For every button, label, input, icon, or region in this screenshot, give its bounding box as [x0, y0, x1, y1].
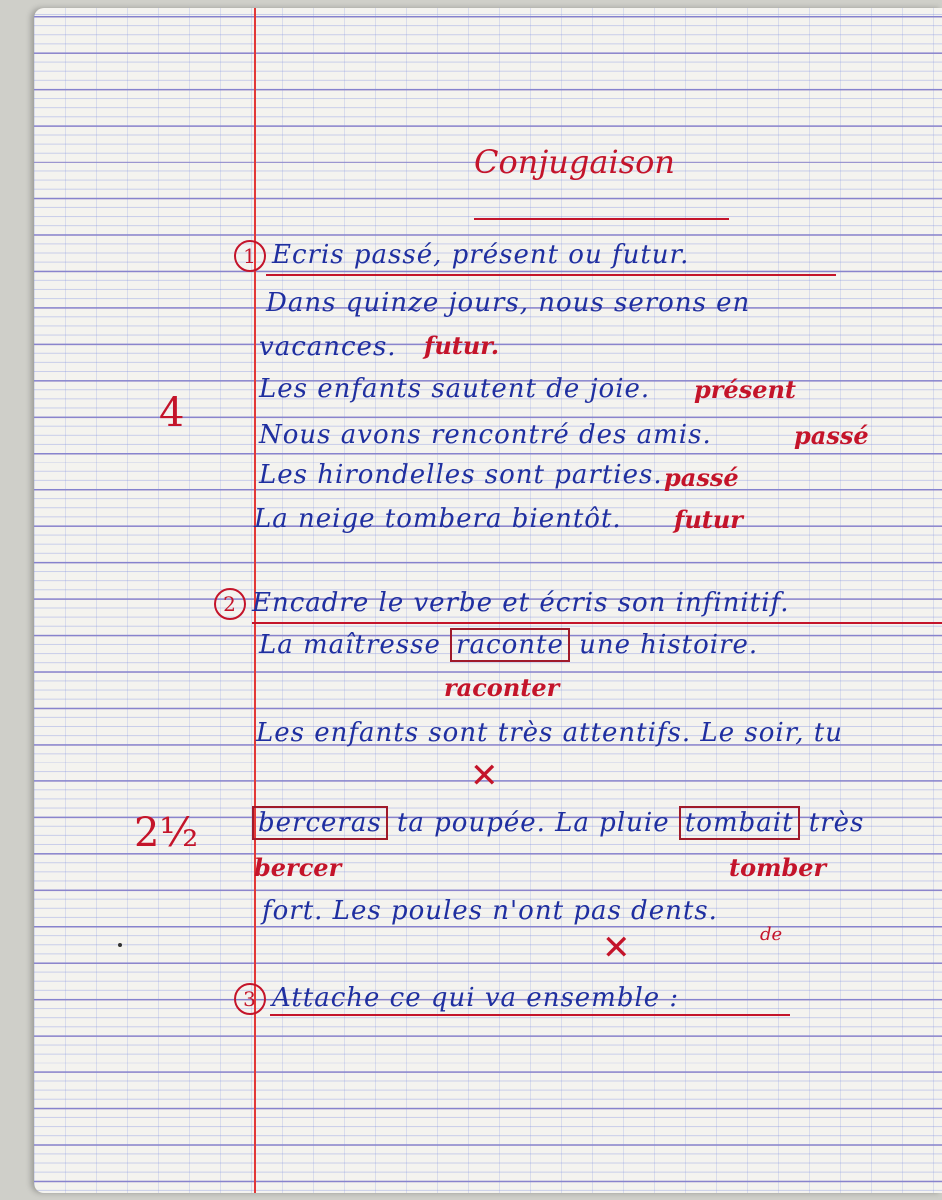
- ex2-line-1: [259, 632, 758, 658]
- ex2-verb-box-2: berceras: [252, 806, 388, 840]
- ex1-answer-1: futur.: [424, 331, 500, 360]
- ex3-instruction-row: [234, 983, 679, 1015]
- ex1-answer-3: passé: [794, 421, 869, 450]
- ink-dot: [118, 943, 122, 947]
- ex2-infinitive-2: bercer: [254, 853, 342, 882]
- ex1-answer-5: futur: [674, 505, 743, 534]
- ex2-grade: 2½: [134, 810, 199, 856]
- ex3-instruction-underline: [270, 1014, 790, 1016]
- ex1-instruction-row: [234, 240, 689, 272]
- ex1-number: 1: [234, 240, 266, 272]
- page-title: Conjugaison: [474, 143, 675, 181]
- ex3-number: 3: [234, 983, 266, 1015]
- ex1-line-2: vacances.: [259, 332, 397, 362]
- ex2-cross-mark-1: ✕: [470, 756, 499, 796]
- ex2-cross-mark-2: ✕: [602, 928, 631, 968]
- ex2-line3-post: très: [808, 808, 865, 838]
- ex2-infinitive-1: raconter: [444, 673, 560, 702]
- title-underline: [474, 218, 729, 220]
- ex2-instruction: Encadre le verbe et écris son infinitif.: [252, 588, 790, 618]
- ex1-instruction: Ecris passé, présent ou futur.: [272, 240, 690, 270]
- ex2-instruction-row: [214, 588, 789, 620]
- ex1-line-1: Dans quinze jours, nous serons en: [266, 288, 751, 318]
- ex1-instruction-underline: [266, 274, 836, 276]
- ex2-infinitive-3: tomber: [729, 853, 827, 882]
- ex3-instruction: Attache ce qui va ensemble :: [272, 983, 680, 1013]
- ex1-line-6: La neige tombera bientôt.: [254, 504, 622, 534]
- ex1-answer-2: présent: [694, 375, 797, 404]
- ex2-instruction-underline: [252, 622, 942, 624]
- ex2-number: 2: [214, 588, 246, 620]
- ex2-line1-pre: La maîtresse: [259, 630, 441, 660]
- ex2-line-4: fort. Les poules n'ont pas dents.: [262, 896, 718, 926]
- ex1-line-3: Les enfants sautent de joie.: [259, 374, 651, 404]
- ex2-line-3: [252, 810, 864, 836]
- ex1-line-4: Nous avons rencontré des amis.: [259, 420, 712, 450]
- ex1-line-5: Les hirondelles sont parties.: [259, 460, 663, 490]
- ex1-answer-4: passé: [664, 463, 739, 492]
- ex2-verb-box-3: tombait: [679, 806, 800, 840]
- ex2-line3-mid: ta poupée. La pluie: [396, 808, 670, 838]
- ex2-line1-post: une histoire.: [579, 630, 759, 660]
- ex1-grade: 4: [159, 390, 185, 436]
- ex2-correction-de: de: [760, 924, 783, 945]
- ex2-line-2: Les enfants sont très attentifs. Le soir, tu: [256, 718, 843, 748]
- notebook-page: [34, 8, 942, 1193]
- ex2-verb-box-1: raconte: [450, 628, 570, 662]
